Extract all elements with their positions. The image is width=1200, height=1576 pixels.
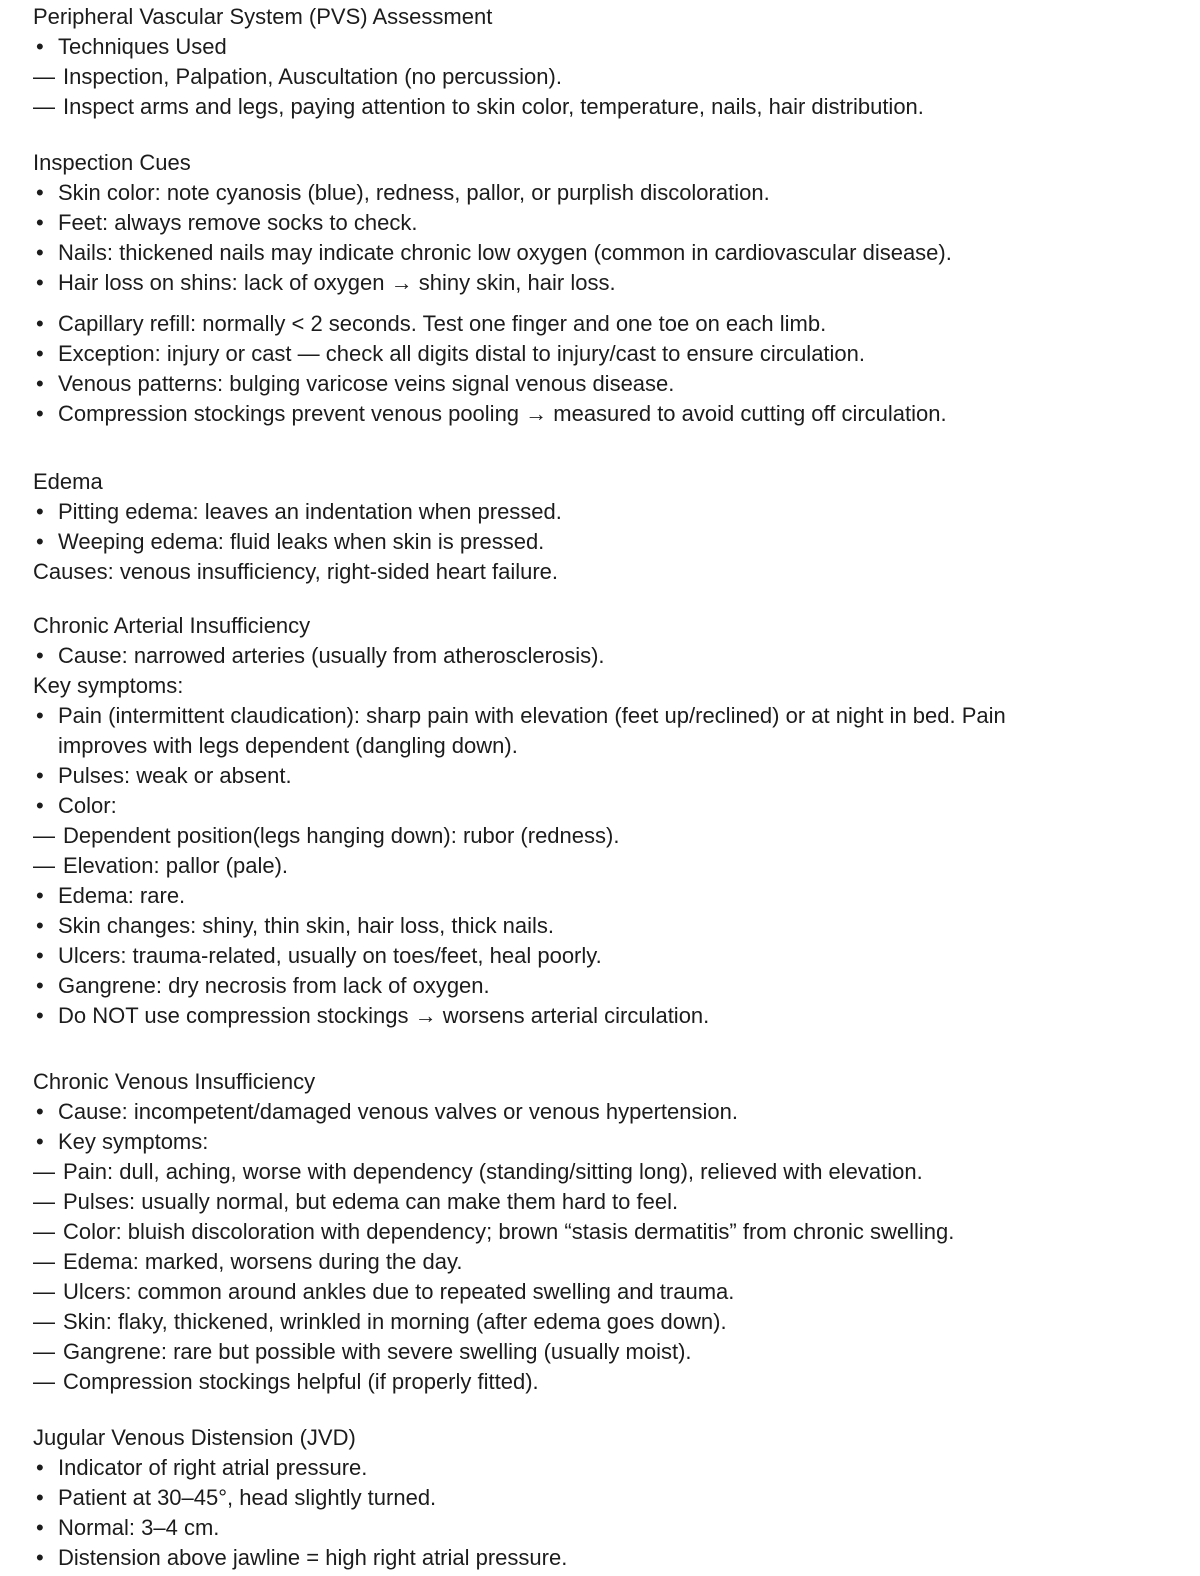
- plain-line: [33, 671, 1190, 701]
- line-text: Cause: narrowed arteries (usually from atherosclerosis).: [58, 643, 605, 668]
- section-heading: [33, 1067, 1190, 1097]
- bullet-line: [33, 881, 1190, 911]
- line-text: Jugular Venous Distension (JVD): [33, 1425, 356, 1450]
- line-text: Key symptoms:: [58, 1129, 209, 1154]
- bullet-line: [33, 309, 1190, 339]
- bullet-line: [33, 761, 1190, 791]
- dash-line: [33, 1277, 1190, 1307]
- line-text: Peripheral Vascular System (PVS) Assessment: [33, 4, 493, 29]
- line-text: Color: bluish discoloration with dependency; brown “stasis dermatitis” from chronic swelling.: [63, 1219, 955, 1244]
- bullet-marker: •: [36, 499, 44, 524]
- bullet-marker: •: [36, 1129, 44, 1154]
- line-text: Edema: marked, worsens during the day.: [63, 1249, 463, 1274]
- bullet-line: [33, 1127, 1190, 1157]
- line-text: improves with legs dependent (dangling down).: [58, 733, 518, 758]
- bullet-line: [33, 208, 1190, 238]
- line-text: Gangrene: dry necrosis from lack of oxygen.: [58, 973, 490, 998]
- line-text: Pitting edema: leaves an indentation when pressed.: [58, 499, 562, 524]
- bullet-marker: •: [36, 529, 44, 554]
- spacer: [33, 429, 1190, 467]
- bullet-line: [33, 641, 1190, 671]
- dash-line: [33, 821, 1190, 851]
- bullet-marker: •: [36, 763, 44, 788]
- bullet-marker: •: [36, 643, 44, 668]
- section-heading: [33, 148, 1190, 178]
- line-text: Techniques Used: [58, 34, 227, 59]
- bullet-line: [33, 1543, 1190, 1573]
- line-text: Key symptoms:: [33, 673, 184, 698]
- bullet-line: [33, 268, 1190, 298]
- line-text: Nails: thickened nails may indicate chronic low oxygen (common in cardiovascular disease).: [58, 240, 952, 265]
- line-text: Ulcers: common around ankles due to repeated swelling and trauma.: [63, 1279, 735, 1304]
- line-text: Inspection Cues: [33, 150, 191, 175]
- bullet-line: [33, 339, 1190, 369]
- continuation-line: [33, 731, 1190, 761]
- dash-line: [33, 1157, 1190, 1187]
- dash-line: [33, 1187, 1190, 1217]
- line-text: Exception: injury or cast — check all digits distal to injury/cast to ensure circulation.: [58, 341, 866, 366]
- bullet-marker: •: [36, 311, 44, 336]
- line-text: Weeping edema: fluid leaks when skin is pressed.: [58, 529, 545, 554]
- line-text: Do NOT use compression stockings → worsens arterial circulation.: [58, 1003, 710, 1028]
- dash-marker: —: [33, 1249, 55, 1274]
- dash-line: [33, 851, 1190, 881]
- bullet-marker: •: [36, 703, 44, 728]
- dash-marker: —: [33, 94, 55, 119]
- bullet-marker: •: [36, 883, 44, 908]
- section-heading: [33, 467, 1190, 497]
- bullet-marker: •: [36, 1099, 44, 1124]
- bullet-line: [33, 1483, 1190, 1513]
- dash-marker: —: [33, 64, 55, 89]
- bullet-line: [33, 32, 1190, 62]
- bullet-marker: •: [36, 210, 44, 235]
- line-text: Patient at 30–45°, head slightly turned.: [58, 1485, 437, 1510]
- bullet-marker: •: [36, 341, 44, 366]
- bullet-line: [33, 399, 1190, 429]
- bullet-line: [33, 497, 1190, 527]
- bullet-line: [33, 178, 1190, 208]
- line-text: Distension above jawline = high right atrial pressure.: [58, 1545, 568, 1570]
- line-text: Feet: always remove socks to check.: [58, 210, 418, 235]
- bullet-marker: •: [36, 793, 44, 818]
- bullet-line: [33, 369, 1190, 399]
- bullet-marker: •: [36, 270, 44, 295]
- bullet-marker: •: [36, 180, 44, 205]
- dash-line: [33, 1307, 1190, 1337]
- bullet-line: [33, 1513, 1190, 1543]
- dash-marker: —: [33, 1309, 55, 1334]
- line-text: Compression stockings prevent venous pooling → measured to avoid cutting off circulation.: [58, 401, 947, 426]
- line-text: Pulses: weak or absent.: [58, 763, 292, 788]
- dash-marker: —: [33, 1219, 55, 1244]
- bullet-marker: •: [36, 1003, 44, 1028]
- bullet-line: [33, 701, 1190, 731]
- bullet-line: [33, 1453, 1190, 1483]
- bullet-marker: •: [36, 1485, 44, 1510]
- bullet-line: [33, 1097, 1190, 1127]
- dash-marker: —: [33, 1189, 55, 1214]
- dash-line: [33, 1217, 1190, 1247]
- section-heading: [33, 611, 1190, 641]
- bullet-line: [33, 791, 1190, 821]
- line-text: Indicator of right atrial pressure.: [58, 1455, 368, 1480]
- bullet-line: [33, 971, 1190, 1001]
- spacer: [33, 122, 1190, 148]
- spacer: [33, 298, 1190, 309]
- bullet-line: [33, 941, 1190, 971]
- line-text: Gangrene: rare but possible with severe swelling (usually moist).: [63, 1339, 692, 1364]
- section-heading: [33, 1423, 1190, 1453]
- line-text: Compression stockings helpful (if properly fitted).: [63, 1369, 539, 1394]
- dash-marker: —: [33, 1369, 55, 1394]
- line-text: Hair loss on shins: lack of oxygen → shiny skin, hair loss.: [58, 270, 616, 295]
- bullet-line: [33, 238, 1190, 268]
- line-text: Dependent position(legs hanging down): rubor (redness).: [63, 823, 620, 848]
- line-text: Pulses: usually normal, but edema can make them hard to feel.: [63, 1189, 679, 1214]
- dash-marker: —: [33, 823, 55, 848]
- line-text: Ulcers: trauma-related, usually on toes/feet, heal poorly.: [58, 943, 602, 968]
- bullet-marker: •: [36, 973, 44, 998]
- plain-line: [33, 557, 1190, 587]
- line-text: Capillary refill: normally < 2 seconds. Test one finger and one toe on each limb.: [58, 311, 827, 336]
- spacer: [33, 1031, 1190, 1067]
- line-text: Chronic Venous Insufficiency: [33, 1069, 316, 1094]
- dash-line: [33, 1247, 1190, 1277]
- line-text: Inspection, Palpation, Auscultation (no percussion).: [63, 64, 562, 89]
- line-text: Skin changes: shiny, thin skin, hair loss, thick nails.: [58, 913, 555, 938]
- line-text: Pain (intermittent claudication): sharp pain with elevation (feet up/reclined) or at night in bed. Pain: [58, 703, 1006, 728]
- line-text: Venous patterns: bulging varicose veins signal venous disease.: [58, 371, 675, 396]
- bullet-marker: •: [36, 34, 44, 59]
- line-text: Edema: rare.: [58, 883, 186, 908]
- dash-line: [33, 1337, 1190, 1367]
- document-title: [33, 2, 1190, 32]
- line-text: Causes: venous insufficiency, right-sided heart failure.: [33, 559, 559, 584]
- bullet-line: [33, 527, 1190, 557]
- dash-line: [33, 92, 1190, 122]
- dash-marker: —: [33, 853, 55, 878]
- line-text: Elevation: pallor (pale).: [63, 853, 289, 878]
- line-text: Cause: incompetent/damaged venous valves or venous hypertension.: [58, 1099, 738, 1124]
- line-text: Skin: flaky, thickened, wrinkled in morning (after edema goes down).: [63, 1309, 727, 1334]
- spacer: [33, 1397, 1190, 1423]
- bullet-marker: •: [36, 943, 44, 968]
- dash-line: [33, 1367, 1190, 1397]
- bullet-marker: •: [36, 371, 44, 396]
- dash-line: [33, 62, 1190, 92]
- bullet-marker: •: [36, 1455, 44, 1480]
- bullet-line: [33, 1001, 1190, 1031]
- line-text: Pain: dull, aching, worse with dependency (standing/sitting long), relieved with elevation.: [63, 1159, 923, 1184]
- bullet-marker: •: [36, 1545, 44, 1570]
- dash-marker: —: [33, 1339, 55, 1364]
- bullet-marker: •: [36, 913, 44, 938]
- bullet-marker: •: [36, 1515, 44, 1540]
- line-text: Chronic Arterial Insufficiency: [33, 613, 311, 638]
- line-text: Color:: [58, 793, 117, 818]
- line-text: Normal: 3–4 cm.: [58, 1515, 220, 1540]
- spacer: [33, 587, 1190, 611]
- bullet-marker: •: [36, 240, 44, 265]
- bullet-line: [33, 911, 1190, 941]
- line-text: Edema: [33, 469, 103, 494]
- line-text: Skin color: note cyanosis (blue), redness, pallor, or purplish discoloration.: [58, 180, 770, 205]
- dash-marker: —: [33, 1279, 55, 1304]
- bullet-marker: •: [36, 401, 44, 426]
- line-text: Inspect arms and legs, paying attention to skin color, temperature, nails, hair distribution.: [63, 94, 924, 119]
- dash-marker: —: [33, 1159, 55, 1184]
